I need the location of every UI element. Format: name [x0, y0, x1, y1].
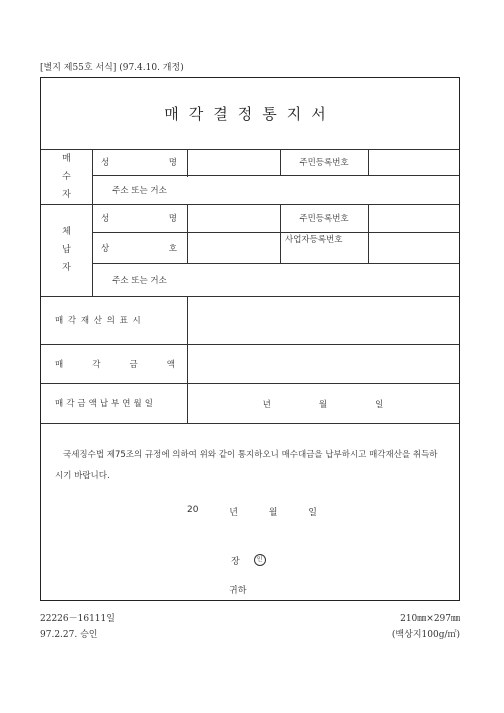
notice-text: 국세징수법 제75조의 규정에 의하여 위와 같이 통지하오니 매수대금을 납부하시고 매각재산을 취득하시기 바랍니다.: [55, 450, 438, 481]
sale-decision-notice-form: [40, 77, 460, 601]
signer-line: [231, 552, 291, 568]
form-code: 22226－16111일: [40, 614, 115, 624]
delinquent-address-field[interactable]: [188, 264, 458, 296]
footer-right: [392, 611, 460, 643]
seal-icon: 인: [254, 554, 266, 566]
delinquent-name-field[interactable]: [188, 205, 279, 232]
buyer-rrn-field[interactable]: [369, 150, 458, 175]
delinquent-group-label: 체 납 자: [62, 227, 71, 273]
buyer-address-label: 주소 또는 거소: [112, 186, 167, 196]
buyer-name-field[interactable]: [188, 150, 279, 175]
footer-left: [40, 611, 115, 643]
form-title: 매각결정통지서: [41, 78, 459, 150]
due-date-field[interactable]: 년 월 일: [262, 399, 384, 410]
form-number-note: [별지 제55호 서식] (97.4.10. 개정): [40, 63, 184, 73]
date-line: 20 년 월 일: [187, 505, 317, 518]
delinquent-address-label: 주소 또는 거소: [112, 275, 167, 286]
delinquent-rrn-field[interactable]: [369, 205, 458, 232]
approval-date: 97.2.27. 승인: [40, 630, 98, 640]
delinquent-name-label: 성 명: [101, 214, 177, 224]
delinquent-company-label: 상 호: [101, 243, 177, 254]
property-description-field[interactable]: [188, 297, 458, 344]
property-label: 매 각 재 산 의 표 시: [55, 316, 142, 326]
delinquent-rrn-label: 주민등록번호: [299, 214, 349, 224]
paper-type: (백상지100g/㎡): [391, 630, 460, 640]
delinquent-bizno-label: 사업자등록번호: [285, 235, 343, 245]
buyer-group-label: 매 수 자: [62, 153, 71, 200]
signer-label: 장: [231, 556, 240, 567]
delinquent-bizno-field[interactable]: [369, 233, 458, 263]
buyer-rrn-label: 주민등록번호: [299, 158, 349, 168]
due-date-label: 매각금액납부연월일: [55, 399, 156, 409]
amount-label: 매 각 금 액: [55, 359, 175, 370]
buyer-address-field[interactable]: [188, 176, 458, 203]
recipient-label: 귀하: [229, 586, 247, 596]
buyer-name-label: 성 명: [101, 158, 177, 168]
amount-field[interactable]: [188, 345, 458, 383]
paper-size: 210㎜×297㎜: [400, 614, 460, 624]
delinquent-company-field[interactable]: [188, 233, 279, 263]
